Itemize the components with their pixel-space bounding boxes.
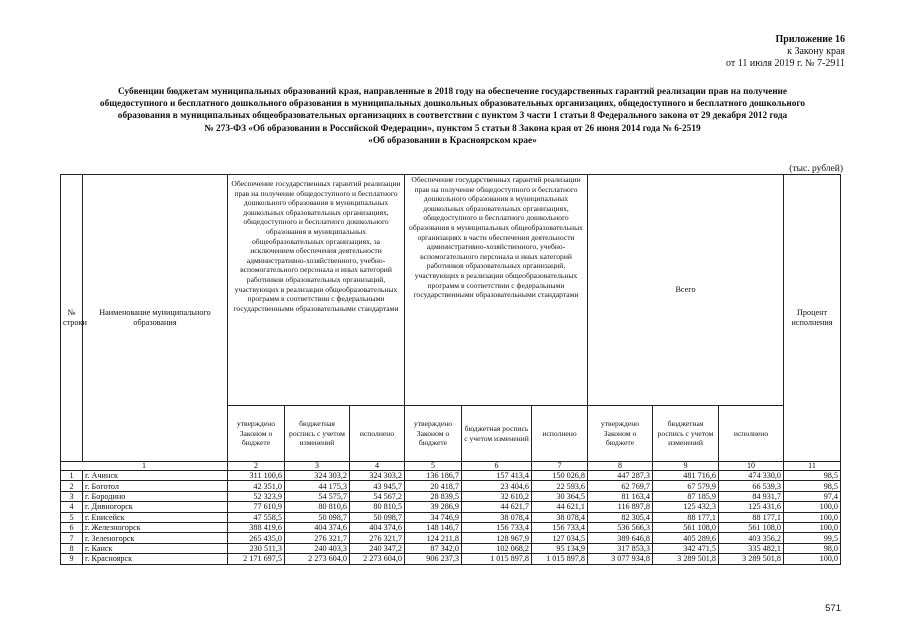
column-number: 7 [532, 462, 588, 471]
table-row [61, 543, 841, 553]
row-number-cell: 9 [61, 554, 83, 564]
amount-cell: 102 068,2 [462, 543, 532, 553]
table-row [61, 512, 841, 522]
amount-cell: 44 621,7 [462, 502, 532, 512]
amount-cell: 240 347,2 [350, 543, 405, 553]
amount-cell: 30 364,5 [532, 491, 588, 501]
amount-cell: 317 853,3 [588, 543, 653, 553]
amount-cell: 2 273 604,0 [285, 554, 350, 564]
amount-cell: 150 026,8 [532, 471, 588, 481]
amount-cell: 84 931,7 [719, 491, 784, 501]
amount-cell: 80 810,6 [285, 502, 350, 512]
amount-cell: 388 419,6 [228, 522, 285, 532]
amount-cell: 230 511,3 [228, 543, 285, 553]
amount-cell: 38 078,4 [532, 512, 588, 522]
percent-cell: 98,5 [784, 481, 841, 491]
percent-cell: 98,5 [784, 471, 841, 481]
amount-cell: 447 287,3 [588, 471, 653, 481]
amount-cell: 405 289,6 [653, 533, 719, 543]
amount-cell: 127 034,5 [532, 533, 588, 543]
municipality-name-cell: г. Ачинск [83, 471, 228, 481]
header-municipality-name: Наименование муниципального образования [83, 175, 228, 462]
municipality-name-cell: г. Боготол [83, 481, 228, 491]
amount-cell: 561 108,0 [719, 522, 784, 532]
amount-cell: 44 175,3 [285, 481, 350, 491]
amount-cell: 276 321,7 [350, 533, 405, 543]
row-number-cell: 4 [61, 502, 83, 512]
amount-cell: 276 321,7 [285, 533, 350, 543]
row-number-cell: 1 [61, 471, 83, 481]
column-number: 8 [588, 462, 653, 471]
appendix-date: от 11 июля 2019 г. № 7-2911 [725, 58, 845, 69]
municipality-name-cell: г. Дивногорск [83, 502, 228, 512]
municipality-name-cell: г. Бородино [83, 491, 228, 501]
amount-cell: 54 575,7 [285, 491, 350, 501]
column-number: 3 [285, 462, 350, 471]
amount-cell: 2 171 697,5 [228, 554, 285, 564]
header-percent-executed: Процент исполнения [784, 175, 841, 462]
amount-cell: 87 185,9 [653, 491, 719, 501]
amount-cell: 88 177,1 [653, 512, 719, 522]
column-number: 11 [784, 462, 841, 471]
amount-cell: 43 945,7 [350, 481, 405, 491]
amount-cell: 81 163,4 [588, 491, 653, 501]
amount-cell: 50 098,7 [285, 512, 350, 522]
header-executed: исполнено [719, 406, 784, 462]
header-group-guarantees-excluding-staff: Обеспечение государственных гарантий реализации прав на получение общедоступного и бесплатного дошкольного образования в муниципальных дошкольных образовательных организациях, общедоступного и бесплатного дошкольного образования в муниципальных общеобразовательных организациях, за исключением обеспечения деятельности административно-хозяйственного, учебно-вспомогательного персонала и иных категорий работников образовательных организаций, участвующих в реализации общеобразовательных программ в соответствии с федеральными государственными образовательными стандартами [228, 175, 405, 406]
amount-cell: 66 539,3 [719, 481, 784, 491]
column-number: 10 [719, 462, 784, 471]
amount-cell: 116 897,8 [588, 502, 653, 512]
row-number-cell: 5 [61, 512, 83, 522]
amount-cell: 561 108,0 [653, 522, 719, 532]
amount-cell: 1 015 897,8 [532, 554, 588, 564]
table-row [61, 522, 841, 532]
header-budget-schedule: бюджетная роспись с учетом изменений [653, 406, 719, 462]
municipality-name-cell: г. Канск [83, 543, 228, 553]
header-group-total: Всего [588, 175, 784, 406]
amount-cell: 536 566,3 [588, 522, 653, 532]
column-number: 4 [350, 462, 405, 471]
amount-cell: 95 134,9 [532, 543, 588, 553]
appendix-block [726, 34, 845, 70]
percent-cell: 98,0 [784, 543, 841, 553]
amount-cell: 404 374,6 [285, 522, 350, 532]
amount-cell: 3 289 501,8 [653, 554, 719, 564]
column-number: 1 [61, 462, 228, 471]
title-line: общедоступного и бесплатного дошкольного образования в муниципальных дошкольных образовательных организациях, общедоступного и бесплатного дошкольного [99, 99, 806, 110]
title-line: Субвенции бюджетам муниципальных образований края, направленные в 2018 году на обеспечение государственных гарантий реализации прав на получение [117, 87, 788, 97]
amount-cell: 265 435,0 [228, 533, 285, 543]
amount-cell: 82 305,4 [588, 512, 653, 522]
header-approved: утверждено Законом о бюджете [405, 406, 462, 462]
amount-cell: 88 177,1 [719, 512, 784, 522]
amount-cell: 404 374,6 [350, 522, 405, 532]
table-row [61, 481, 841, 491]
amount-cell: 2 273 604,0 [350, 554, 405, 564]
amount-cell: 62 769,7 [588, 481, 653, 491]
amount-cell: 1 015 897,8 [462, 554, 532, 564]
amount-cell: 324 303,2 [285, 471, 350, 481]
amount-cell: 125 431,6 [719, 502, 784, 512]
amount-cell: 311 100,6 [228, 471, 285, 481]
units-label: (тыс. рублей) [789, 164, 843, 174]
amount-cell: 44 621,1 [532, 502, 588, 512]
appendix-law-ref: к Закону края [787, 46, 845, 57]
header-group-guarantees-staff: Обеспечение государственных гарантий реализации прав на получение общедоступного и бесплатного дошкольного образования в муниципальных дошкольных образовательных организациях, общедоступного и бесплатного дошкольного образования в муниципальных общеобразовательных организациях в части обеспечения деятельности административно-хозяйственного, учебно-вспомогательного персонала и иных категорий работников образовательных организаций, участвующих в реализации общеобразовательных программ в соответствии с федеральными государственными образовательными стандартами [405, 175, 588, 406]
amount-cell: 87 342,0 [405, 543, 462, 553]
amount-cell: 156 733,4 [532, 522, 588, 532]
amount-cell: 23 404,6 [462, 481, 532, 491]
column-number: 2 [228, 462, 285, 471]
header-approved: утверждено Законом о бюджете [588, 406, 653, 462]
percent-cell: 99,5 [784, 533, 841, 543]
amount-cell: 157 413,4 [462, 471, 532, 481]
amount-cell: 80 810,5 [350, 502, 405, 512]
amount-cell: 128 967,9 [462, 533, 532, 543]
percent-cell: 100,0 [784, 522, 841, 532]
amount-cell: 125 432,3 [653, 502, 719, 512]
amount-cell: 136 186,7 [405, 471, 462, 481]
municipality-name-cell: г. Красноярск [83, 554, 228, 564]
table-row [61, 554, 841, 564]
amount-cell: 3 077 934,8 [588, 554, 653, 564]
municipality-name-cell: г. Железногорск [83, 522, 228, 532]
column-number: 9 [653, 462, 719, 471]
amount-cell: 342 471,5 [653, 543, 719, 553]
amount-cell: 324 303,2 [350, 471, 405, 481]
amount-cell: 240 403,3 [285, 543, 350, 553]
amount-cell: 148 146,7 [405, 522, 462, 532]
amount-cell: 481 716,6 [653, 471, 719, 481]
percent-cell: 97,4 [784, 491, 841, 501]
amount-cell: 54 567,2 [350, 491, 405, 501]
municipality-name-cell: г. Енисейск [83, 512, 228, 522]
page-number: 571 [825, 603, 841, 614]
row-number-cell: 2 [61, 481, 83, 491]
table-row [61, 533, 841, 543]
document-title [60, 86, 845, 147]
header-executed: исполнено [532, 406, 588, 462]
amount-cell: 403 356,2 [719, 533, 784, 543]
municipality-name-cell: г. Зеленогорск [83, 533, 228, 543]
column-number: 6 [462, 462, 532, 471]
row-number-cell: 6 [61, 522, 83, 532]
subsidies-table [60, 174, 841, 565]
appendix-title: Приложение 16 [775, 34, 845, 45]
amount-cell: 156 733,4 [462, 522, 532, 532]
amount-cell: 20 418,7 [405, 481, 462, 491]
percent-cell: 100,0 [784, 512, 841, 522]
amount-cell: 39 286,9 [405, 502, 462, 512]
title-line: образования в муниципальных общеобразовательных организациях в соответствии с пунктом 3 части 1 статьи 8 Федерального закона от 29 декабря 2012 года [117, 111, 788, 122]
row-number-cell: 8 [61, 543, 83, 553]
amount-cell: 34 746,9 [405, 512, 462, 522]
amount-cell: 52 323,9 [228, 491, 285, 501]
table-row [61, 491, 841, 501]
title-line: № 273-ФЗ «Об образовании в Российской Федерации», пунктом 5 статьи 8 Закона края от 26 июня 2014 года № 6-2519 [204, 123, 701, 134]
header-budget-schedule: бюджетная роспись с учетом изменений [462, 406, 532, 462]
amount-cell: 28 839,5 [405, 491, 462, 501]
header-row-number: № строки [61, 175, 83, 462]
row-number-cell: 7 [61, 533, 83, 543]
amount-cell: 42 351,0 [228, 481, 285, 491]
amount-cell: 77 610,9 [228, 502, 285, 512]
amount-cell: 22 593,6 [532, 481, 588, 491]
header-budget-schedule: бюджетная роспись с учетом изменений [285, 406, 350, 462]
amount-cell: 335 482,1 [719, 543, 784, 553]
table-row [61, 502, 841, 512]
amount-cell: 124 211,8 [405, 533, 462, 543]
column-number: 5 [405, 462, 462, 471]
percent-cell: 100,0 [784, 554, 841, 564]
amount-cell: 3 289 501,8 [719, 554, 784, 564]
table-body [61, 471, 841, 565]
row-number-cell: 3 [61, 491, 83, 501]
amount-cell: 474 330,0 [719, 471, 784, 481]
amount-cell: 50 098,7 [350, 512, 405, 522]
header-approved: утверждено Законом о бюджете [228, 406, 285, 462]
table-row [61, 471, 841, 481]
title-line: «Об образовании в Красноярском крае» [368, 135, 537, 146]
amount-cell: 389 646,8 [588, 533, 653, 543]
amount-cell: 67 579,9 [653, 481, 719, 491]
amount-cell: 47 558,5 [228, 512, 285, 522]
amount-cell: 38 078,4 [462, 512, 532, 522]
amount-cell: 906 237,3 [405, 554, 462, 564]
header-executed: исполнено [350, 406, 405, 462]
percent-cell: 100,0 [784, 502, 841, 512]
amount-cell: 32 610,2 [462, 491, 532, 501]
